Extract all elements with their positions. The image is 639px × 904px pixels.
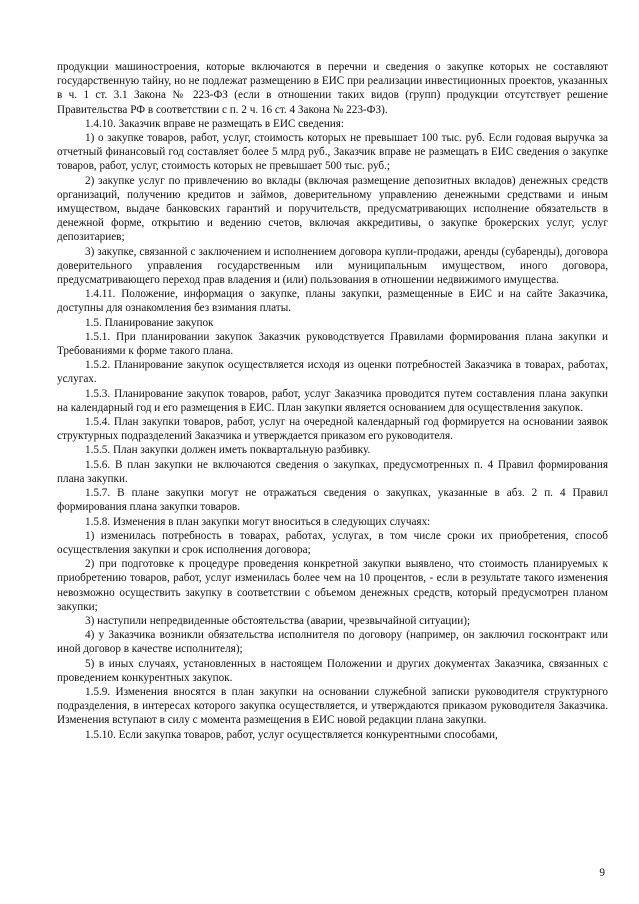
change-case-4: 4) у Заказчика возникли обязательства исполнителя по договору (например, он заключил госконтракт или иной договор в качестве исполнителя); (57, 629, 608, 656)
paragraph-1-5-5: 1.5.5. План закупки должен иметь поквартальную разбивку. (85, 444, 371, 457)
list-item-2: 2) закупке услуг по привлечению во вклады (включая размещение депозитных вкладов) денежных средств организаций, получению кредитов и займов, доверительному управлению денежными средствами и иным имуществом, выдаче банковских гарантий и поручительств, предусматривающих исполнение обязательств в денежной форме, открытию и ведению счетов, включая аккредитивы, о закупке брокерских услуг, услуг депозитариев; (57, 174, 608, 244)
paragraph-1-5-10: 1.5.10. Если закупка товаров, работ, услуг осуществляется конкурентными способами, (85, 728, 498, 741)
paragraph-1-4-11: 1.4.11. Положение, информация о закупке, планы закупки, размещенные в ЕИС и на сайте Заказчика, доступны для ознакомления без взимания платы. (57, 288, 608, 315)
change-case-1: 1) изменилась потребность в товарах, работах, услугах, в том числе сроки их приобретения, способ осуществления закупки и срок исполнения договора; (57, 529, 608, 556)
change-case-3: 3) наступили непредвиденные обстоятельства (аварии, чрезвычайной ситуации); (85, 614, 471, 627)
page-number: 9 (599, 867, 605, 879)
change-case-5: 5) в иных случаях, установленных в настоящем Положении и других документах Заказчика, связанных с проведением конкурентных закупок. (57, 657, 608, 684)
paragraph-1-5-7: 1.5.7. В плане закупки могут не отражаться сведения о закупках, указанные в абз. 2 п. 4 Правил формирования плана закупки товаров. (57, 487, 608, 514)
paragraph-1-5-9: 1.5.9. Изменения вносятся в план закупки на основании служебной записки руководителя структурного подразделения, в интересах которого закупка осуществляется, и утверждаются приказом руководителя Заказчика. Изменения вступают в силу с момента размещения в ЕИС новой редакции плана закупки. (57, 685, 608, 727)
paragraph-1-5-1: 1.5.1. При планировании закупок Заказчик руководствуется Правилами формирования плана закупки и Требованиями к форме такого плана. (57, 330, 608, 358)
document-body (57, 60, 608, 742)
section-heading-1-5: 1.5. Планирование закупок (85, 316, 214, 329)
list-item-1: 1) о закупке товаров, работ, услуг, стоимость которых не превышает 100 тыс. руб. Если годовая выручка за отчетный финансовый год составляет более 5 млрд руб., Заказчик вправе не размещать в ЕИС сведения о закупке товаров, работ, услуг, стоимость которых не превышает 500 тыс. руб.; (57, 132, 608, 173)
paragraph-1-5-4: 1.5.4. План закупки товаров, работ, услуг на очередной календарный год формируется на основании заявок структурных подразделений Заказчика и утверждается приказом его руководителя. (57, 416, 608, 443)
paragraph-1-5-3: 1.5.3. Планирование закупок товаров, работ, услуг Заказчика проводится путем составления плана закупки на календарный год и его размещения в ЕИС. План закупки является основанием для осуществления закупок. (57, 387, 608, 414)
paragraph-continuation: продукции машиностроения, которые включаются в перечни и сведения о закупке которых не составляют государственную тайну, но не подлежат размещению в ЕИС при реализации инвестиционных проектов, указанных в ч. 1 ст. 3.1 Закона № 223-ФЗ (если в отношении таких видов (групп) продукции отсутствует решение Правительства РФ в соответствии с п. 2 ч. 16 ст. 4 Закона № 223-ФЗ). (57, 61, 608, 116)
list-item-3: 3) закупке, связанной с заключением и исполнением договора купли-продажи, аренды (субаренды), договора доверительного управления государственным или муниципальным имуществом, иного договора, предусматривающего переход прав владения и (или) пользования в отношении недвижимого имущества. (57, 245, 608, 287)
paragraph-1-5-6: 1.5.6. В план закупки не включаются сведения о закупках, предусмотренных п. 4 Правил формирования плана закупки. (57, 458, 608, 485)
paragraph-1-4-10: 1.4.10. Заказчик вправе не размещать в ЕИС сведения: (85, 117, 345, 130)
paragraph-1-5-2: 1.5.2. Планирование закупок осуществляется исходя из оценки потребностей Заказчика в товарах, работах, услугах. (57, 359, 608, 386)
paragraph-1-5-8: 1.5.8. Изменения в план закупки могут вноситься в следующих случаях: (85, 515, 431, 528)
change-case-2: 2) при подготовке к процедуре проведения конкретной закупки выявлено, что стоимость планируемых к приобретению товаров, работ, услуг изменилась более чем на 10 процентов, - если в результате такого изменения невозможно осуществить закупку в соответствии с объемом денежных средств, который предусмотрен планом закупки; (57, 558, 608, 613)
